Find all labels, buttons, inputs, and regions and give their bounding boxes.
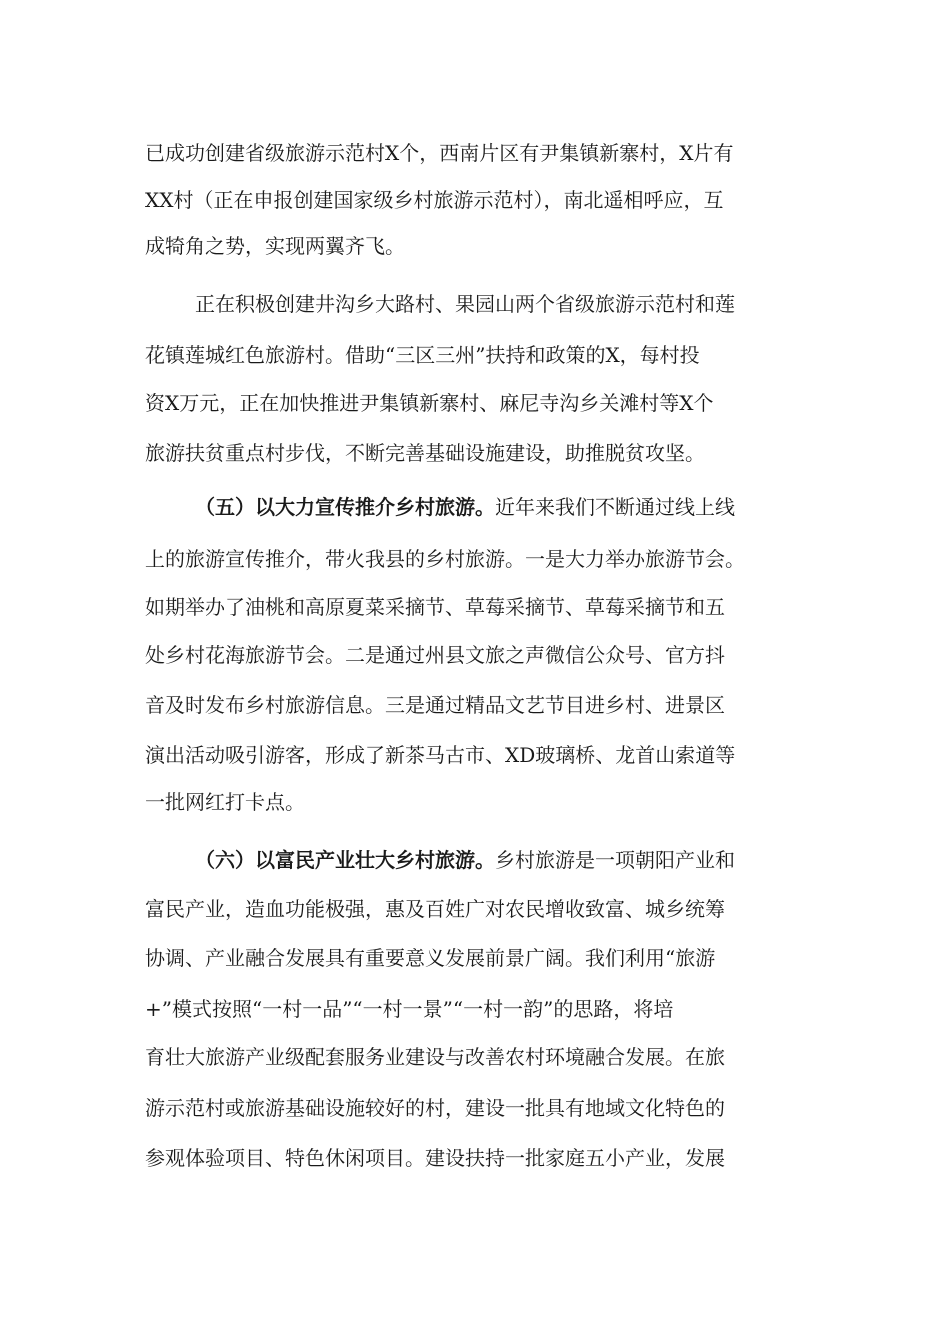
paragraph-1-line-3: 成犄角之势，实现两翼齐飞。 <box>145 234 405 258</box>
paragraph-4-line-2: 富民产业，造血功能极强，惠及百姓广对农民增收致富、城乡统筹 <box>145 897 725 921</box>
paragraph-3-line-4: 处乡村花海旅游节会。二是通过州县文旅之声微信公众号、官方抖 <box>145 643 725 667</box>
paragraph-4-line-6: 游示范村或旅游基础设施较好的村，建设一批具有地域文化特色的 <box>145 1096 725 1120</box>
paragraph-2-line-2: 花镇莲城红色旅游村。借助“三区三州”扶持和政策的X，每村投 <box>145 343 700 367</box>
paragraph-1-line-2: XX村（正在申报创建国家级乡村旅游示范村），南北遥相呼应，互 <box>145 188 724 212</box>
paragraph-3-line-1-text: 近年来我们不断通过线上线 <box>495 495 735 519</box>
paragraph-4-line-7: 参观体验项目、特色休闲项目。建设扶持一批家庭五小产业，发展 <box>145 1146 725 1170</box>
paragraph-2-line-1: 正在积极创建井沟乡大路村、果园山两个省级旅游示范村和莲 <box>195 292 735 316</box>
paragraph-3-line-3: 如期举办了油桃和高原夏菜采摘节、草莓采摘节、草莓采摘节和五 <box>145 595 725 619</box>
paragraph-4-line-1 <box>195 846 735 874</box>
paragraph-3-line-2: 上的旅游宣传推介，带火我县的乡村旅游。一是大力举办旅游节会。 <box>145 547 745 571</box>
paragraph-3-line-5: 音及时发布乡村旅游信息。三是通过精品文艺节目进乡村、进景区 <box>145 693 725 717</box>
paragraph-4-line-4: +”模式按照“一村一品”“一村一景”“一村一韵”的思路，将培 <box>145 997 674 1021</box>
paragraph-2-line-4: 旅游扶贫重点村步伐，不断完善基础设施建设，助推脱贫攻坚。 <box>145 441 705 465</box>
paragraph-4-line-1-text: 乡村旅游是一项朝阳产业和 <box>495 848 735 872</box>
paragraph-2-line-3: 资X万元，正在加快推进尹集镇新寨村、麻尼寺沟乡关滩村等X个 <box>145 391 714 415</box>
section-heading-5: （五）以大力宣传推介乡村旅游。 <box>195 495 495 519</box>
paragraph-3-line-7: 一批网红打卡点。 <box>145 790 305 814</box>
paragraph-1-line-1: 已成功创建省级旅游示范村X个，西南片区有尹集镇新寨村，X片有 <box>145 141 734 165</box>
paragraph-4-line-5: 育壮大旅游产业级配套服务业建设与改善农村环境融合发展。在旅 <box>145 1045 725 1069</box>
paragraph-3-line-6: 演出活动吸引游客，形成了新茶马古市、XD玻璃桥、龙首山索道等 <box>145 743 736 767</box>
paragraph-4-line-3: 协调、产业融合发展具有重要意义发展前景广阔。我们利用“旅游 <box>145 946 716 970</box>
paragraph-3-line-1 <box>195 493 735 521</box>
section-heading-6: （六）以富民产业壮大乡村旅游。 <box>195 848 495 872</box>
